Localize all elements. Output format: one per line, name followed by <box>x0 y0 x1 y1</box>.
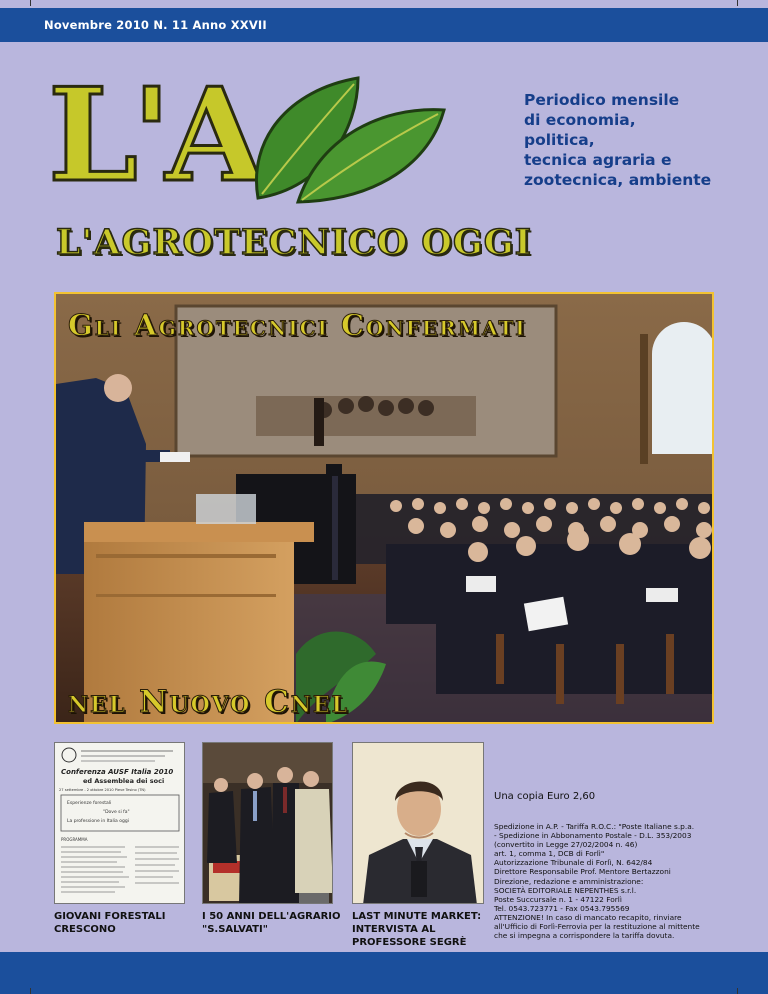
info-line: che si impegna a corrispondere la tariffa dovuta. <box>494 931 675 941</box>
info-line: (convertito in Legge 27/02/2004 n. 46) <box>494 840 638 850</box>
caption-line: INTERVISTA AL <box>352 924 436 935</box>
caption-line: LAST MINUTE MARKET: <box>352 911 482 922</box>
cover-headline-top: Gli Agrotecnici Confermati <box>68 308 527 342</box>
group-photo-image <box>203 743 333 904</box>
thumbnail-caption <box>54 910 165 936</box>
publisher-info <box>494 822 734 940</box>
info-line: - Spedizione in Abbonamento Postale - D.L. 353/2003 <box>494 831 692 841</box>
flyer-dates: 27 settembre - 2 ottobre 2010 Pieve Tesino (TN) <box>59 788 146 792</box>
assembly-hall-image <box>56 294 714 724</box>
issue-line: Novembre 2010 N. 11 Anno XXVII <box>44 18 267 32</box>
tagline-line: di economia, <box>524 111 636 129</box>
cover-photo <box>54 292 714 724</box>
tagline-line: zootecnica, ambiente <box>524 171 712 189</box>
cover-headline-bottom: nel Nuovo Cnel <box>68 684 350 720</box>
thumbnail-last-minute-market <box>352 742 484 904</box>
info-line: all'Ufficio di Forlì-Ferrovia per la restituzione al mittente <box>494 922 700 932</box>
thumbnail-caption <box>352 910 481 949</box>
tagline-line: Periodico mensile <box>524 91 680 109</box>
cover-price: Una copia Euro 2,60 <box>494 791 596 802</box>
info-line: Spedizione in A.P. - Tariffa R.O.C.: "Poste Italiane s.p.a. <box>494 822 695 831</box>
flyer-topic-3: La professione in Italia oggi <box>67 819 129 824</box>
leaves-icon <box>238 70 448 210</box>
flyer-topic-2: "Dove si fa" <box>103 810 130 815</box>
crop-mark <box>30 988 31 994</box>
caption-line: CRESCONO <box>54 924 116 935</box>
flyer-image <box>55 743 185 904</box>
portrait-image <box>353 743 484 904</box>
info-line: SOCIETÀ EDITORIALE NEPENTHES s.r.l. <box>494 885 637 895</box>
info-line: Poste Succursale n. 1 - 47122 Forlì <box>494 894 622 904</box>
flyer-title-1: Conferenza AUSF Italia 2010 <box>61 768 174 776</box>
tagline <box>524 90 744 190</box>
bottom-band <box>0 952 768 994</box>
caption-line: I 50 ANNI DELL'AGRARIO <box>202 911 341 922</box>
crop-mark <box>30 0 31 6</box>
crop-mark <box>737 0 738 6</box>
info-line: Autorizzazione Tribunale di Forlì, N. 642/84 <box>494 858 653 868</box>
info-line: Tel. 0543.723771 - Fax 0543.795569 <box>494 903 630 913</box>
thumbnail-caption <box>202 910 341 936</box>
issue-bar <box>0 8 768 42</box>
logo-mark: L'A <box>48 61 259 211</box>
flyer-program-label: PROGRAMMA <box>61 837 88 842</box>
flyer-title-2: ed Assemblea dei soci <box>83 777 165 785</box>
thumbnail-forestry-flyer <box>54 742 185 904</box>
caption-line: "S.SALVATI" <box>202 924 268 935</box>
logo <box>48 61 388 232</box>
thumbnail-agrario-anniversary <box>202 742 333 904</box>
flyer-topic-1: Esperienze forestali <box>67 801 112 806</box>
info-line: art. 1, comma 1, DCB di Forlì" <box>494 849 605 859</box>
masthead-title: L'AGROTECNICO OGGI <box>56 222 533 263</box>
tagline-line: politica, <box>524 131 595 149</box>
info-line: Direzione, redazione e amministrazione: <box>494 876 644 886</box>
info-line: Direttore Responsabile Prof. Mentore Bertazzoni <box>494 867 671 877</box>
tagline-line: tecnica agraria e <box>524 151 672 169</box>
info-line: ATTENZIONE! In caso di mancato recapito, rinviare <box>494 912 682 922</box>
caption-line: PROFESSORE SEGRÈ <box>352 937 467 948</box>
caption-line: GIOVANI FORESTALI <box>54 911 166 922</box>
crop-mark <box>737 988 738 994</box>
